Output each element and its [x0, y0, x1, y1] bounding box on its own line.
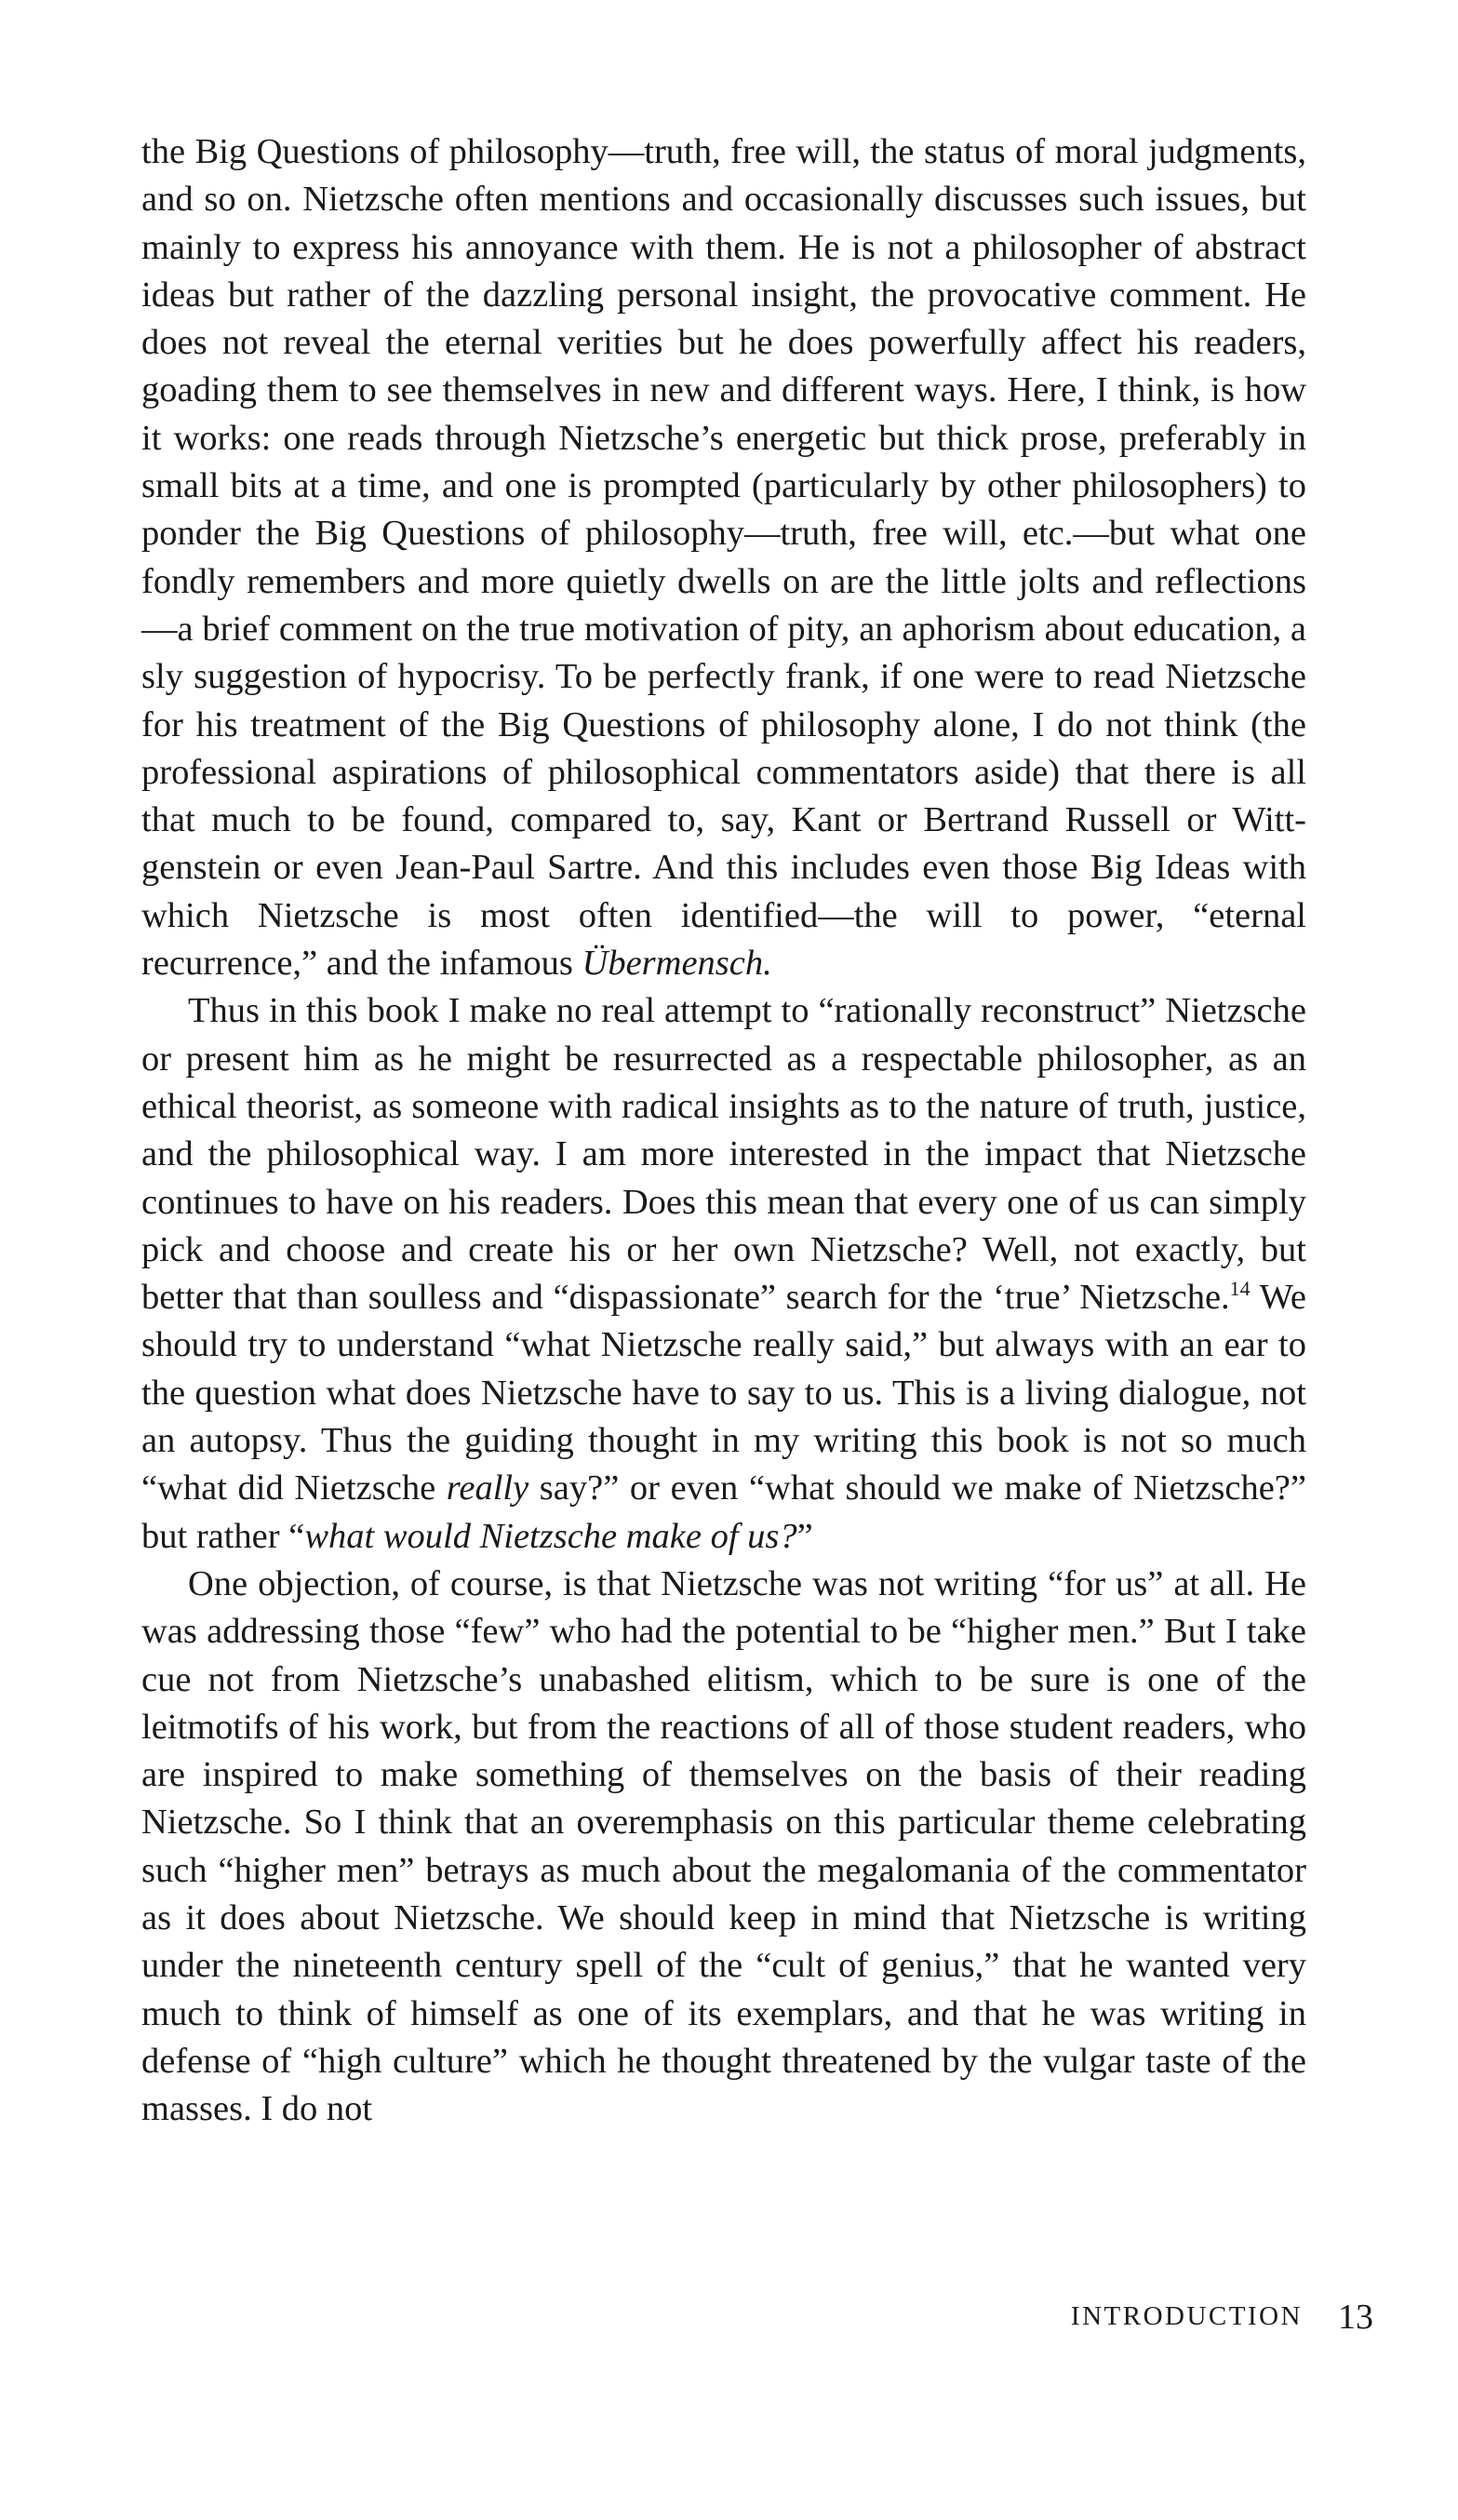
running-head: INTRODUCTION	[1070, 2301, 1303, 2331]
emphasis-really: really	[446, 1468, 529, 1508]
paragraph-2-text-a: Thus in this book I make no real attempt to “rationally reconstruct” Nietzsche or present him as he might be resurrected as a respectable philosopher, as an ethical theorist, as someone with radical insights as to the nature of truth, justice, and the philosophical way. I am more interested in the impact that Nietzsche continues to have on his readers. Does this mean that every one of us can simply pick and choose and create his or her own Nietzsche? Well, not exactly, but better that than soulless and “dispassionate” search for the ‘true’ Nietzsche.	[141, 991, 1306, 1318]
body-text	[141, 128, 1306, 2133]
paragraph-3-text: One objection, of course, is that Nietzsche was not writing “for us” at all. He was addressing those “few” who had the potential to be “higher men.” But I take cue not from Nietzsche’s unabashed elitism, which to be sure is one of the leitmotifs of his work, but from the reactions of all of those student readers, who are inspired to make something of themselves on the basis of their reading Nietzsche. So I think that an overemphasis on this particular theme celebrating such “higher men” betrays as much about the megalomania of the commentator as it does about Nietzsche. We should keep in mind that Nietzsche is writing under the nineteenth century spell of the “cult of genius,” that he wanted very much to think of himself as one of its exemplars, and that he was writing in defense of “high culture” which he thought threatened by the vulgar taste of the masses. I do not	[141, 1563, 1306, 2129]
ubermensch-term: Übermensch.	[582, 944, 772, 984]
footnote-ref-14: 14	[1229, 1277, 1251, 1301]
paragraph-1-text: the Big Questions of philosophy—truth, free will, the status of moral judgments, and so on. Nietzsche often mentions and occasionally discusses such issues, but mainly to express his annoyance with them. He is not a philosopher of abstract ideas but rather of the dazzling personal insight, the provocative comment. He does not reveal the eternal verities but he does powerfully affect his readers, goading them to see themselves in new and different ways. Here, I think, is how it works: one reads through Nietzsche’s energetic but thick prose, preferably in small bits at a time, and one is prompted (particularly by other philosophers) to ponder the Big Questions of philosophy—truth, free will, etc.—but what one fondly remembers and more quietly dwells on are the little jolts and reflections—a brief comment on the true motivation of pity, an aphorism about education, a sly suggestion of hypocrisy. To be perfectly frank, if one were to read Nietzsche for his treatment of the Big Questions of philosophy alone, I do not think (the professional aspirations of philosophical commentators aside) that there is all that much to be found, compared to, say, Kant or Bertrand Russell or Wittgenstein or even Jean-Paul Sartre. And this includes even those Big Ideas with which Nietzsche is most often identified—the will to power, “eternal recurrence,” and the infamous	[141, 132, 1306, 984]
page-number: 13	[1338, 2298, 1373, 2337]
paragraph-2	[141, 987, 1306, 1561]
emphasis-question: what would Nietzsche make of us?	[304, 1516, 797, 1556]
paragraph-1	[141, 128, 1306, 987]
paragraph-3	[141, 1561, 1306, 2134]
paragraph-2-text-b: We should try to understand “what Nietzsche really said,” but always with an ear to the question what does Nietzsche have to say to us. This is a living dialogue, not an autopsy. Thus the guiding thought in my writing this book is not so much “what did Nietzsche	[141, 1278, 1306, 1508]
closing-quote: ”	[796, 1516, 813, 1556]
paragraph-2-text-c: say?” or even “what should we make of Nietzsche?” but rather “	[141, 1468, 1306, 1556]
